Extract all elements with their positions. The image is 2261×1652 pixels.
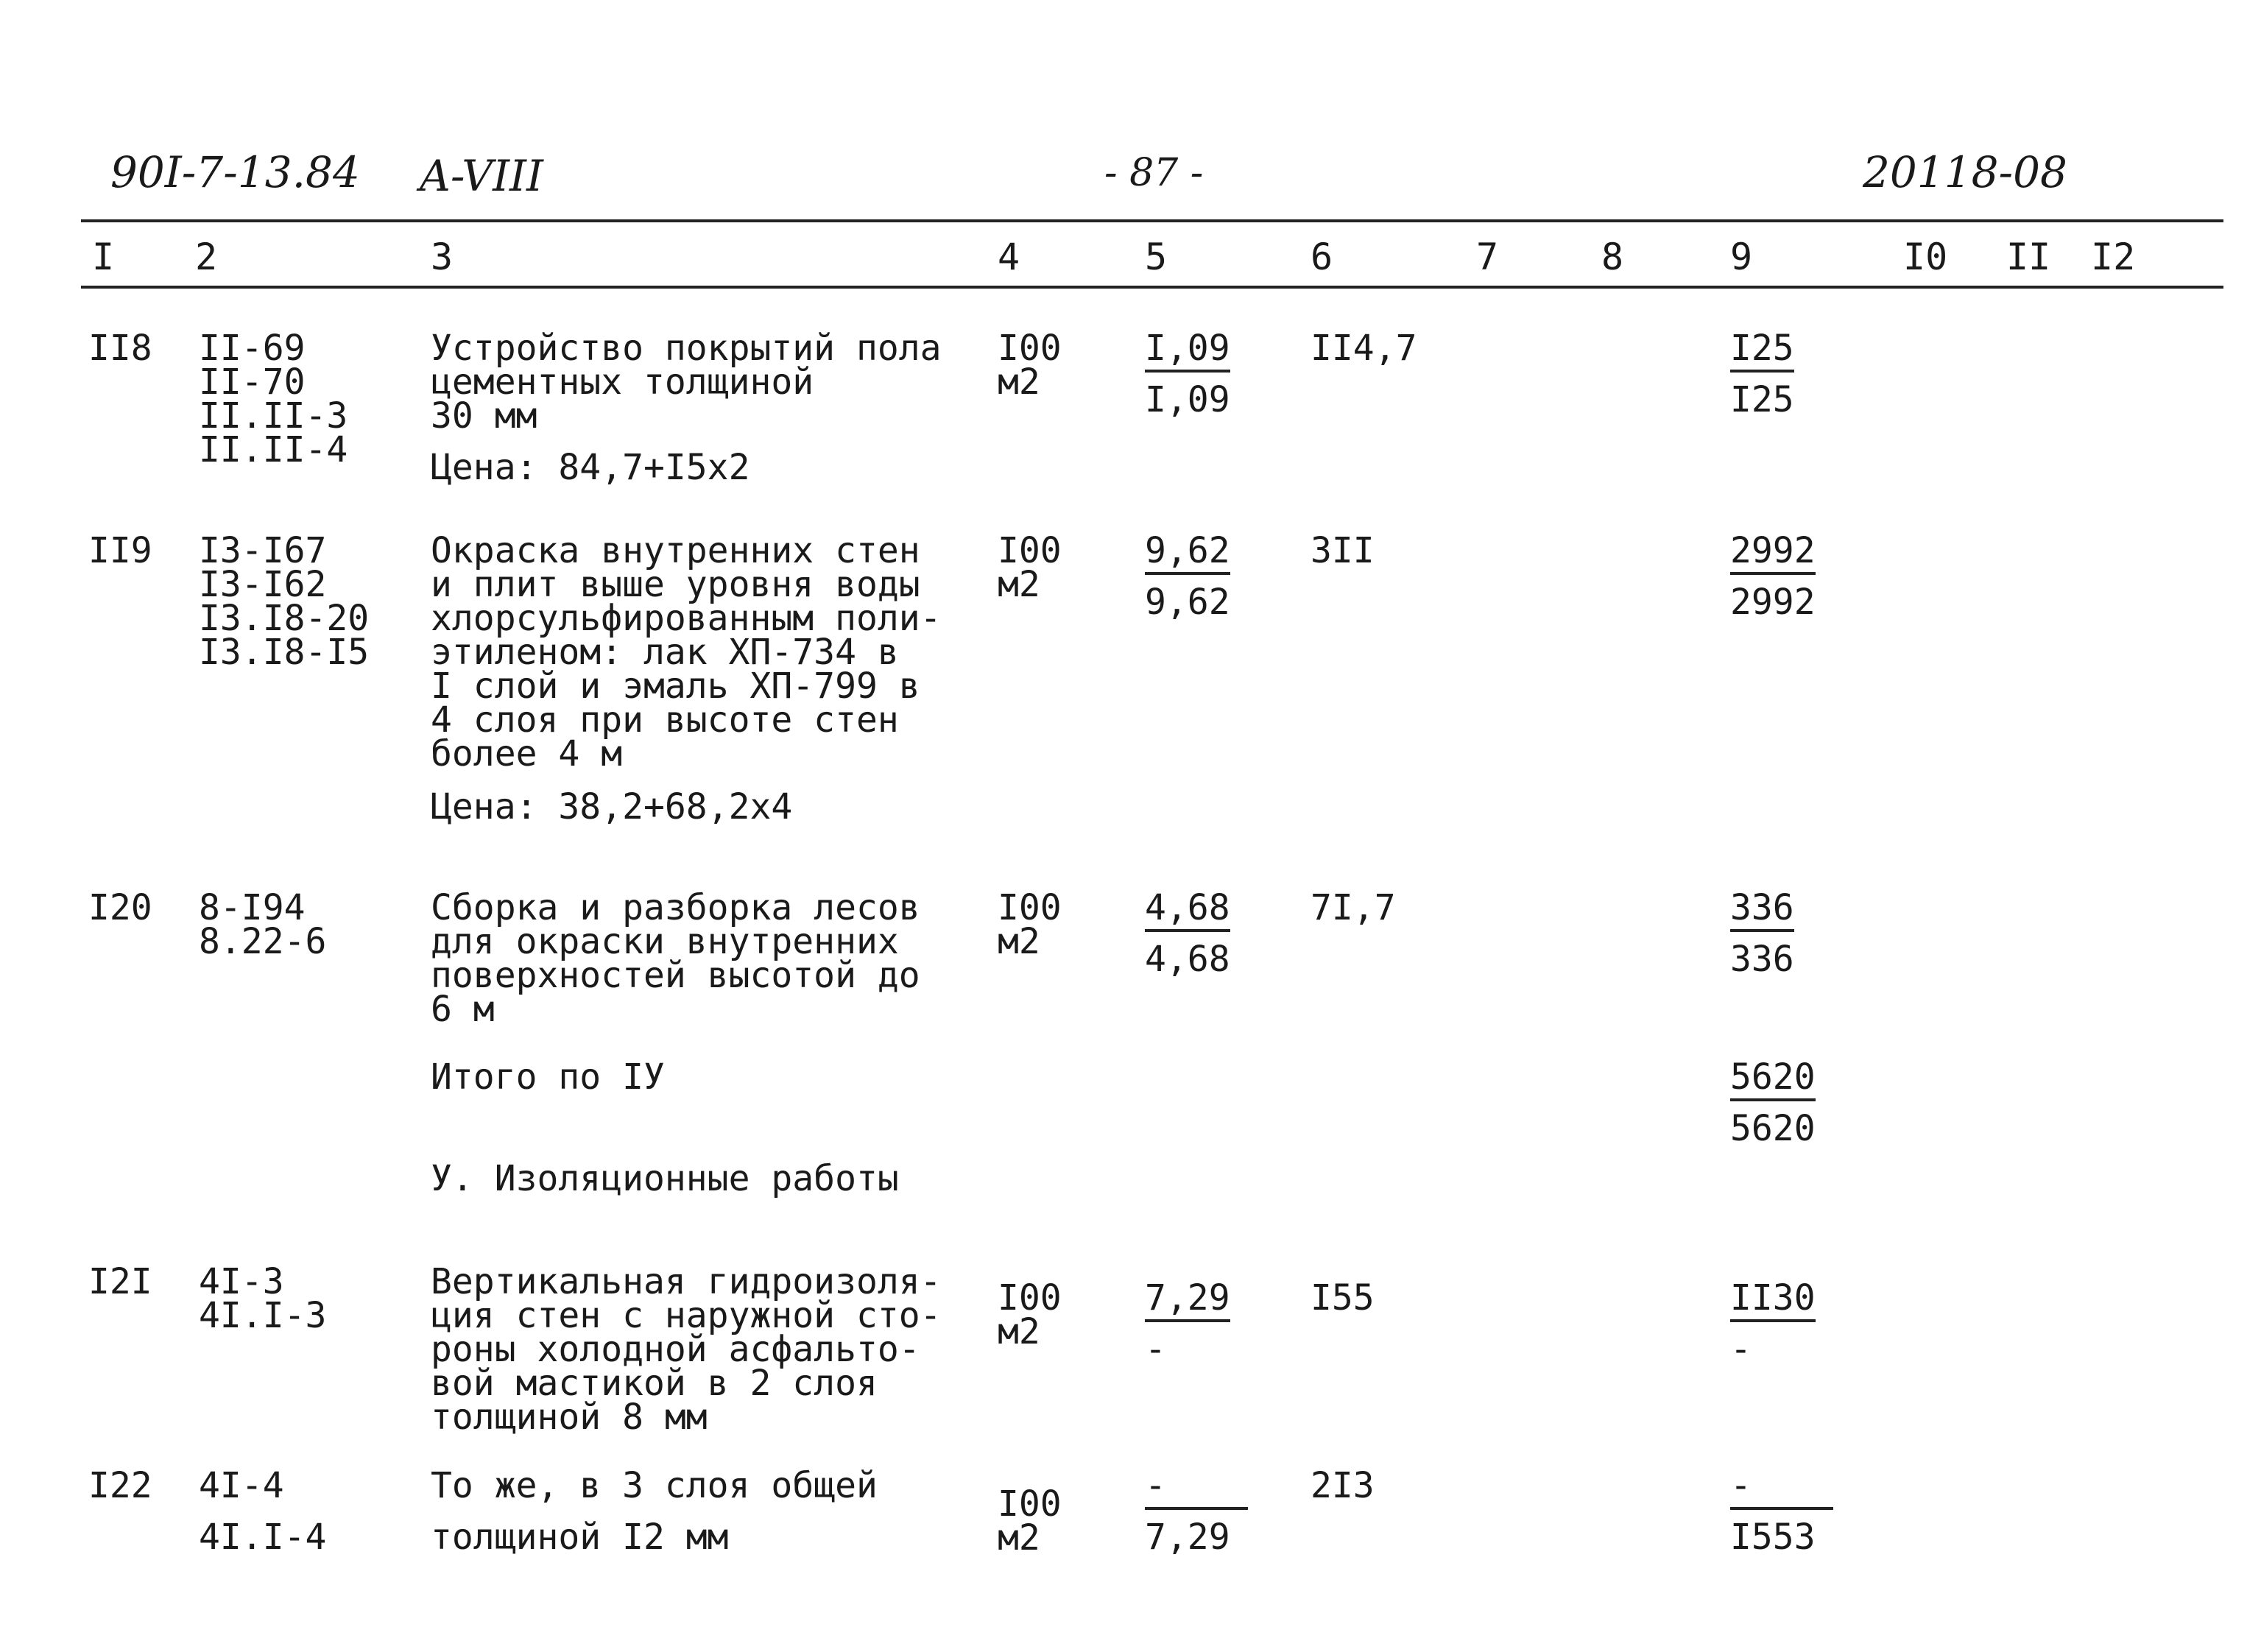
total-bottom: I25: [1730, 379, 1794, 420]
row-description: Вертикальная гидроизоля- ция стен с наружной сто- роны холодной асфальто- вой мастикой в 2 слоя толщиной 8 мм: [431, 1261, 942, 1438]
row-number: I22: [88, 1465, 152, 1506]
row-description: Окраска внутренних стен и плит выше уровня воды хлорсульфированным поли- этиленом: лак ХП-734 в I слой и эмаль ХП-799 в 4 слоя при высоте стен более 4 м: [431, 530, 942, 774]
quantity-bottom: -: [1145, 1329, 1166, 1370]
row-codes: 4I-3 4I.I-3: [199, 1261, 327, 1336]
row-unit: I00 м2: [998, 328, 1062, 403]
row-description: Сборка и разборка лесов для окраски внутренних поверхностей высотой до 6 м: [431, 887, 920, 1030]
row-description-line2: толщиной I2 мм: [431, 1517, 729, 1558]
total-top: 2992: [1730, 534, 1816, 575]
table-top-rule: [81, 219, 2223, 222]
subtotal-bottom: 5620: [1730, 1108, 1816, 1149]
row-total: [1730, 887, 1794, 980]
quantity-top: 9,62: [1145, 534, 1230, 575]
row-unit-price: 2I3: [1311, 1465, 1375, 1506]
row-unit: I00 м2: [998, 530, 1062, 605]
total-top: I25: [1730, 331, 1794, 373]
row-quantity: [1145, 1465, 1248, 1558]
row-code-secondary: 4I.I-4: [199, 1517, 327, 1558]
column-header-5: 5: [1145, 236, 1168, 278]
section-title: У. Изоляционные работы: [431, 1158, 899, 1199]
column-header-12: I2: [2091, 236, 2136, 278]
row-number: II9: [88, 530, 152, 571]
row-codes: II-69 II-70 II.II-3 II.II-4: [199, 328, 348, 470]
row-description-line1: То же, в 3 слоя общей: [431, 1465, 878, 1506]
total-top: 336: [1730, 891, 1794, 932]
quantity-bottom: I,09: [1145, 379, 1230, 420]
row-code-primary: 4I-4: [199, 1465, 284, 1506]
quantity-top: -: [1145, 1469, 1248, 1510]
column-header-3: 3: [431, 236, 454, 278]
table-header-rule: [81, 286, 2223, 289]
page-number: - 87 -: [1104, 151, 1204, 195]
column-header-2: 2: [195, 236, 218, 278]
row-unit-price: 3II: [1311, 530, 1375, 571]
column-header-4: 4: [998, 236, 1020, 278]
album-code: A-VIII: [420, 151, 543, 201]
row-unit: I00 м2: [998, 887, 1062, 962]
total-top: -: [1730, 1469, 1833, 1510]
total-bottom: 336: [1730, 939, 1794, 980]
column-header-6: 6: [1311, 236, 1333, 278]
row-unit-price: II4,7: [1311, 328, 1417, 369]
row-unit: I00 м2: [998, 1277, 1062, 1352]
subtotal-top: 5620: [1730, 1060, 1816, 1101]
row-number: II8: [88, 328, 152, 369]
column-header-1: I: [92, 236, 115, 278]
row-description: Устройство покрытий пола цементных толщиной 30 мм: [431, 328, 942, 437]
row-unit-price: I55: [1311, 1277, 1375, 1319]
row-total: [1730, 530, 1816, 623]
row-price: Цена: 84,7+I5x2: [431, 447, 750, 488]
row-total: [1730, 328, 1794, 420]
row-quantity: [1145, 1277, 1230, 1370]
row-unit: I00 м2: [998, 1483, 1062, 1559]
row-unit-price: 7I,7: [1311, 887, 1396, 928]
total-bottom: I553: [1730, 1517, 1816, 1558]
column-header-11: II: [2006, 236, 2051, 278]
quantity-top: I,09: [1145, 331, 1230, 373]
quantity-bottom: 4,68: [1145, 939, 1230, 980]
column-header-10: I0: [1903, 236, 1948, 278]
subtotal-total: [1730, 1056, 1816, 1149]
column-header-9: 9: [1730, 236, 1753, 278]
document-code: 90I-7-13.84: [110, 147, 360, 197]
row-codes: 8-I94 8.22-6: [199, 887, 327, 962]
quantity-bottom: 7,29: [1145, 1517, 1230, 1558]
row-codes: I3-I67 I3-I62 I3.I8-20 I3.I8-I5: [199, 530, 370, 673]
column-header-8: 8: [1601, 236, 1624, 278]
row-total: [1730, 1277, 1816, 1370]
row-number: I20: [88, 887, 152, 928]
row-total: [1730, 1465, 1833, 1558]
quantity-top: 7,29: [1145, 1281, 1230, 1322]
subtotal-label: Итого по IУ: [431, 1056, 665, 1098]
row-number: I2I: [88, 1261, 152, 1302]
row-quantity: [1145, 530, 1230, 623]
column-header-7: 7: [1476, 236, 1499, 278]
row-quantity: [1145, 328, 1230, 420]
total-bottom: -: [1730, 1329, 1752, 1370]
row-price: Цена: 38,2+68,2x4: [431, 786, 793, 827]
reference-number: 20118-08: [1863, 147, 2067, 197]
quantity-bottom: 9,62: [1145, 582, 1230, 623]
row-quantity: [1145, 887, 1230, 980]
total-bottom: 2992: [1730, 582, 1816, 623]
total-top: II30: [1730, 1281, 1816, 1322]
quantity-top: 4,68: [1145, 891, 1230, 932]
